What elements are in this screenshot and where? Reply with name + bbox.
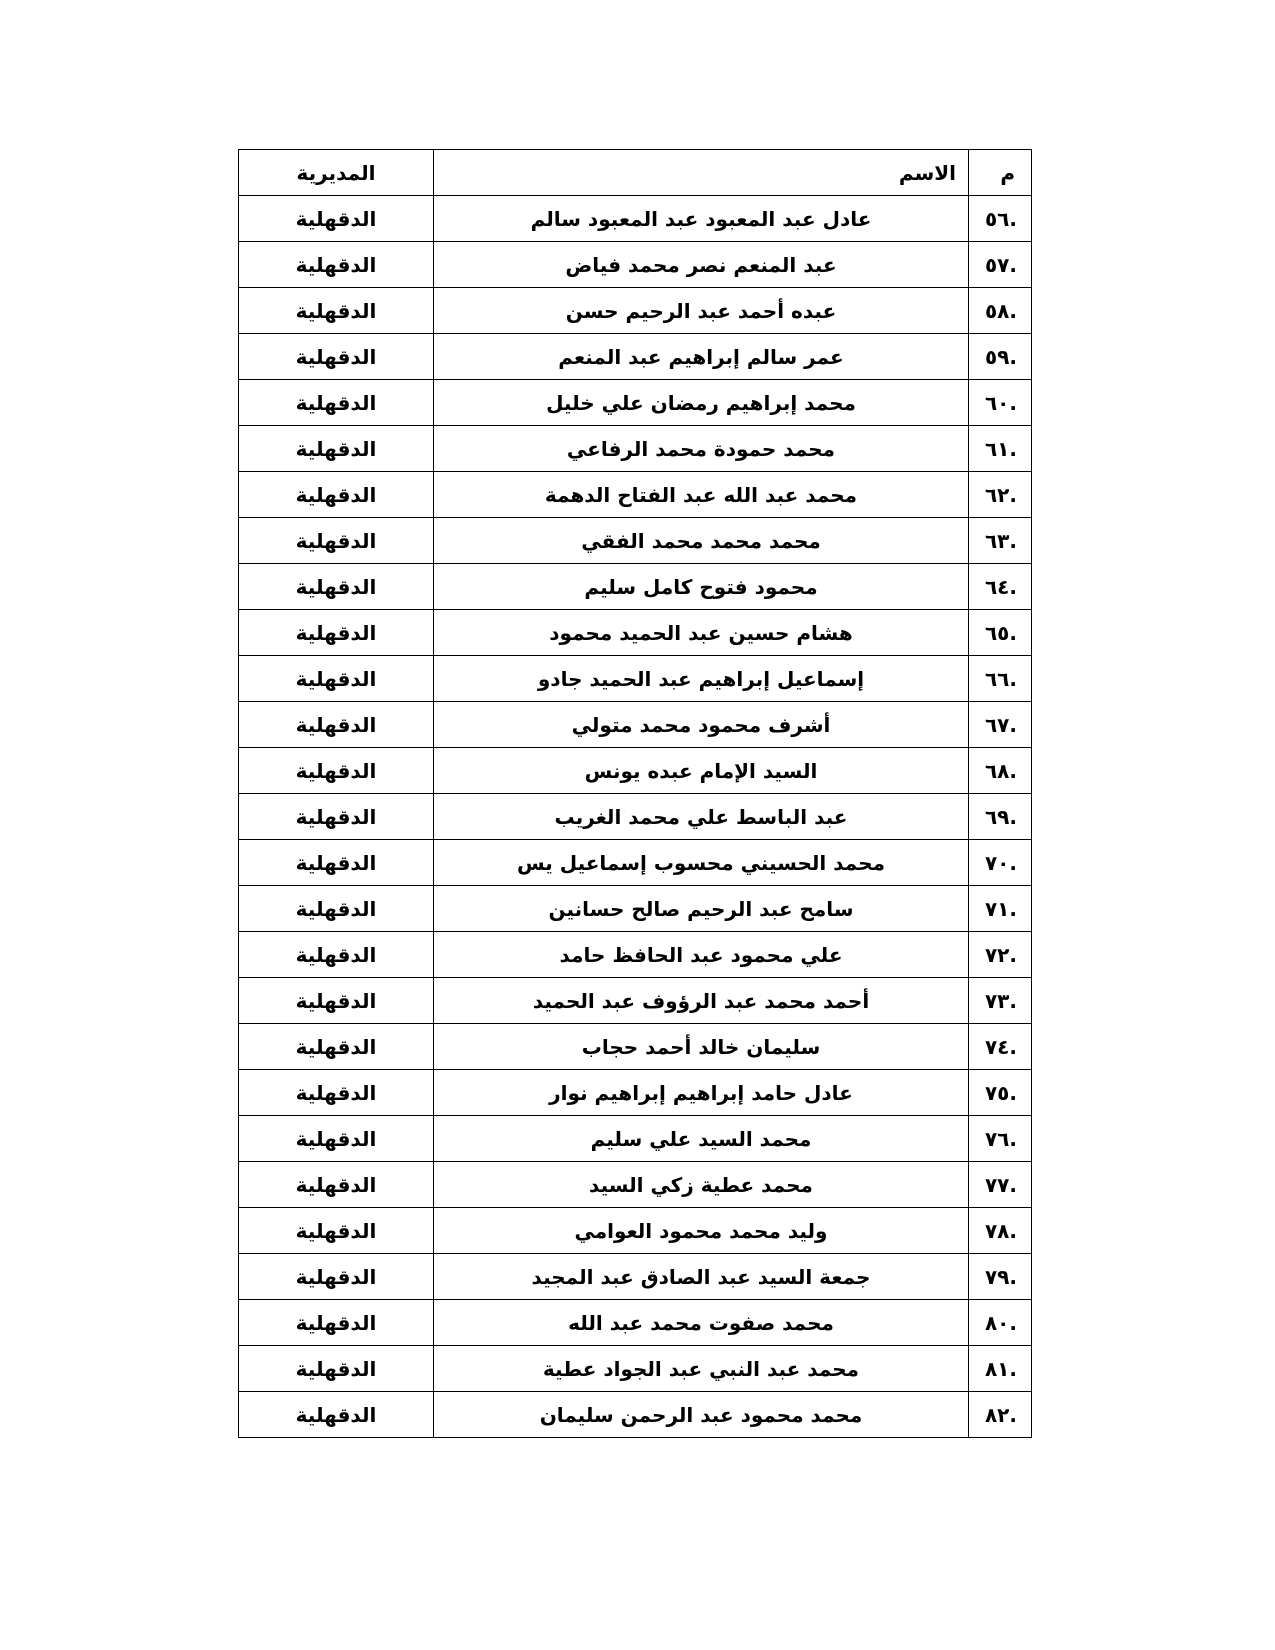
- table-row: [239, 334, 1032, 380]
- row-name: محمد الحسيني محسوب إسماعيل يس: [434, 840, 969, 886]
- header-directorate: المديرية: [239, 150, 434, 196]
- table-row: [239, 242, 1032, 288]
- table-row: [239, 794, 1032, 840]
- row-name: أحمد محمد عبد الرؤوف عبد الحميد: [434, 978, 969, 1024]
- row-name: محمود فتوح كامل سليم: [434, 564, 969, 610]
- row-number: .٧٣: [969, 978, 1032, 1024]
- table-row: [239, 1208, 1032, 1254]
- table-row: [239, 1254, 1032, 1300]
- row-number: .٦٦: [969, 656, 1032, 702]
- row-directorate: الدقهلية: [239, 656, 434, 702]
- row-name: عبد المنعم نصر محمد فياض: [434, 242, 969, 288]
- row-number: .٥٩: [969, 334, 1032, 380]
- row-number: .٧٩: [969, 1254, 1032, 1300]
- row-name: السيد الإمام عبده يونس: [434, 748, 969, 794]
- row-directorate: الدقهلية: [239, 1024, 434, 1070]
- row-name: عبد الباسط علي محمد الغريب: [434, 794, 969, 840]
- row-number: .٧٤: [969, 1024, 1032, 1070]
- table-row: [239, 196, 1032, 242]
- row-number: .٦٣: [969, 518, 1032, 564]
- row-number: .٦٠: [969, 380, 1032, 426]
- row-number: .٦٥: [969, 610, 1032, 656]
- row-directorate: الدقهلية: [239, 1162, 434, 1208]
- row-directorate: الدقهلية: [239, 1116, 434, 1162]
- row-name: وليد محمد محمود العوامي: [434, 1208, 969, 1254]
- row-directorate: الدقهلية: [239, 518, 434, 564]
- table-row: [239, 1300, 1032, 1346]
- table-row: [239, 748, 1032, 794]
- row-number: .٧٦: [969, 1116, 1032, 1162]
- table-row: [239, 518, 1032, 564]
- table-row: [239, 1070, 1032, 1116]
- row-name: أشرف محمود محمد متولي: [434, 702, 969, 748]
- table-row: [239, 1346, 1032, 1392]
- row-name: محمد صفوت محمد عبد الله: [434, 1300, 969, 1346]
- row-name: إسماعيل إبراهيم عبد الحميد جادو: [434, 656, 969, 702]
- row-directorate: الدقهلية: [239, 196, 434, 242]
- row-name: محمد عبد الله عبد الفتاح الدهمة: [434, 472, 969, 518]
- row-number: .٧٨: [969, 1208, 1032, 1254]
- names-table: [238, 149, 1032, 1438]
- row-name: عمر سالم إبراهيم عبد المنعم: [434, 334, 969, 380]
- row-directorate: الدقهلية: [239, 610, 434, 656]
- table-row: [239, 978, 1032, 1024]
- row-number: .٥٨: [969, 288, 1032, 334]
- table-row: [239, 886, 1032, 932]
- row-directorate: الدقهلية: [239, 334, 434, 380]
- row-name: محمد عبد النبي عبد الجواد عطية: [434, 1346, 969, 1392]
- row-directorate: الدقهلية: [239, 978, 434, 1024]
- row-name: عادل حامد إبراهيم إبراهيم نوار: [434, 1070, 969, 1116]
- row-directorate: الدقهلية: [239, 702, 434, 748]
- row-directorate: الدقهلية: [239, 932, 434, 978]
- table-row: [239, 426, 1032, 472]
- row-name: محمد محمد محمد الفقي: [434, 518, 969, 564]
- table-row: [239, 564, 1032, 610]
- row-number: .٨٠: [969, 1300, 1032, 1346]
- row-number: .٦٢: [969, 472, 1032, 518]
- table-row: [239, 380, 1032, 426]
- row-directorate: الدقهلية: [239, 794, 434, 840]
- table-row: [239, 472, 1032, 518]
- table-row: [239, 1392, 1032, 1438]
- table-row: [239, 840, 1032, 886]
- row-name: جمعة السيد عبد الصادق عبد المجيد: [434, 1254, 969, 1300]
- header-number: م: [969, 150, 1032, 196]
- row-number: .٥٦: [969, 196, 1032, 242]
- row-name: محمد حمودة محمد الرفاعي: [434, 426, 969, 472]
- row-directorate: الدقهلية: [239, 886, 434, 932]
- row-name: محمد عطية زكي السيد: [434, 1162, 969, 1208]
- row-number: .٨٢: [969, 1392, 1032, 1438]
- row-number: .٧١: [969, 886, 1032, 932]
- row-number: .٥٧: [969, 242, 1032, 288]
- row-number: .٦٨: [969, 748, 1032, 794]
- row-number: .٦٩: [969, 794, 1032, 840]
- table-row: [239, 702, 1032, 748]
- row-directorate: الدقهلية: [239, 242, 434, 288]
- row-directorate: الدقهلية: [239, 472, 434, 518]
- table-row: [239, 1116, 1032, 1162]
- row-number: .٧٠: [969, 840, 1032, 886]
- row-name: هشام حسين عبد الحميد محمود: [434, 610, 969, 656]
- row-name: محمد السيد علي سليم: [434, 1116, 969, 1162]
- row-directorate: الدقهلية: [239, 1254, 434, 1300]
- table-row: [239, 1024, 1032, 1070]
- row-name: عادل عبد المعبود عبد المعبود سالم: [434, 196, 969, 242]
- row-name: محمد إبراهيم رمضان علي خليل: [434, 380, 969, 426]
- row-number: .٦١: [969, 426, 1032, 472]
- row-name: سليمان خالد أحمد حجاب: [434, 1024, 969, 1070]
- table-row: [239, 932, 1032, 978]
- row-name: علي محمود عبد الحافظ حامد: [434, 932, 969, 978]
- row-name: محمد محمود عبد الرحمن سليمان: [434, 1392, 969, 1438]
- table-header-row: [239, 150, 1032, 196]
- row-number: .٦٤: [969, 564, 1032, 610]
- row-directorate: الدقهلية: [239, 380, 434, 426]
- row-directorate: الدقهلية: [239, 840, 434, 886]
- table-row: [239, 1162, 1032, 1208]
- row-name: عبده أحمد عبد الرحيم حسن: [434, 288, 969, 334]
- row-number: .٦٧: [969, 702, 1032, 748]
- row-directorate: الدقهلية: [239, 1346, 434, 1392]
- row-directorate: الدقهلية: [239, 288, 434, 334]
- row-directorate: الدقهلية: [239, 564, 434, 610]
- row-number: .٧٢: [969, 932, 1032, 978]
- row-number: .٧٥: [969, 1070, 1032, 1116]
- row-name: سامح عبد الرحيم صالح حسانين: [434, 886, 969, 932]
- row-number: .٨١: [969, 1346, 1032, 1392]
- header-name: الاسم: [434, 150, 969, 196]
- table-row: [239, 288, 1032, 334]
- row-directorate: الدقهلية: [239, 426, 434, 472]
- row-directorate: الدقهلية: [239, 1208, 434, 1254]
- row-directorate: الدقهلية: [239, 1070, 434, 1116]
- table-body: [239, 196, 1032, 1438]
- row-number: .٧٧: [969, 1162, 1032, 1208]
- table-row: [239, 656, 1032, 702]
- row-directorate: الدقهلية: [239, 1392, 434, 1438]
- row-directorate: الدقهلية: [239, 748, 434, 794]
- table-row: [239, 610, 1032, 656]
- row-directorate: الدقهلية: [239, 1300, 434, 1346]
